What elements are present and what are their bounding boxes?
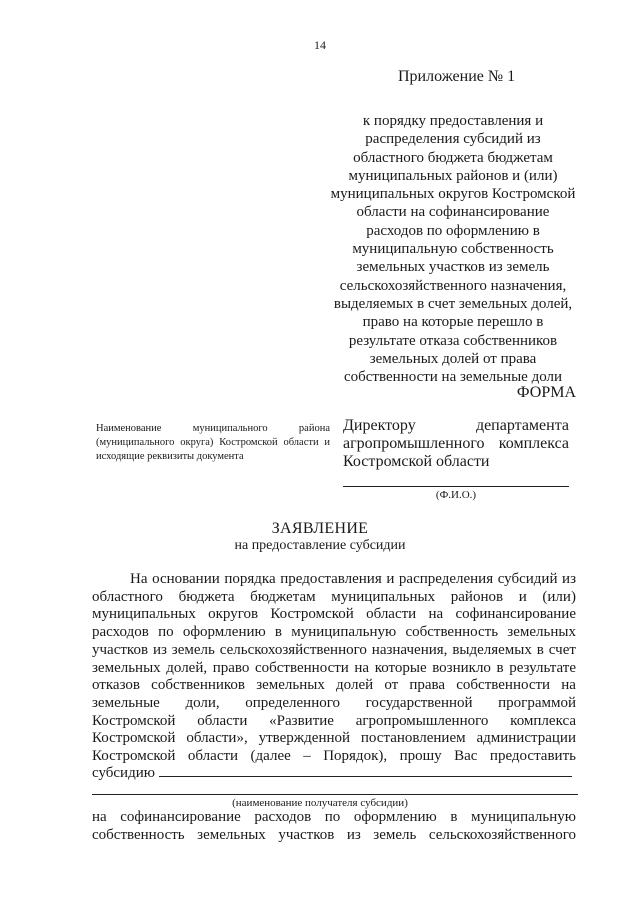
word: выделяемых [452, 641, 532, 658]
word: в [536, 641, 544, 658]
word: и [386, 571, 395, 587]
word: Вас [454, 748, 478, 764]
word: определенного [245, 694, 341, 711]
word: в [496, 659, 504, 676]
body-line [92, 729, 576, 747]
word: муниципальных [92, 606, 196, 623]
word: агропромышленного [355, 712, 489, 729]
word: по [324, 809, 341, 825]
word: области [197, 712, 248, 729]
word: возникло [432, 659, 491, 676]
fio-signature-line [343, 486, 569, 487]
fio-caption: (Ф.И.О.) [435, 489, 477, 501]
word: земель [171, 641, 215, 658]
page-number: 14 [314, 38, 326, 52]
word: постановлением [360, 730, 466, 747]
word: программой [498, 694, 576, 711]
word: На [130, 571, 148, 587]
word: собственность [405, 624, 499, 641]
word: расходов [254, 809, 312, 825]
appendix-line: муниципальную собственность [352, 241, 554, 258]
body-line [92, 659, 576, 677]
word: право [212, 659, 250, 676]
appendix-line: муниципальных районов и (или) [348, 167, 558, 184]
appendix-line: к порядку предоставления и [362, 113, 544, 129]
word: отказов [92, 677, 140, 694]
word: счет [548, 641, 576, 658]
word: распределения [398, 571, 494, 587]
recipient-word: агропромышленного [343, 435, 485, 452]
body-line [92, 605, 576, 623]
word: областного [92, 588, 163, 605]
word: районов [450, 588, 504, 605]
word: земельных [197, 826, 266, 843]
word: комплекса [510, 712, 576, 729]
word: в [450, 809, 458, 825]
word: Костромской [92, 712, 176, 729]
word: области [187, 748, 239, 764]
word: области», [186, 730, 248, 747]
word: муниципальную [470, 809, 576, 825]
word: муниципальную [291, 624, 397, 641]
word: бюджета [178, 588, 235, 605]
word: Костромской [92, 748, 176, 764]
word: – [303, 748, 311, 764]
word: администрации [476, 730, 576, 747]
appendix-line: земельных долей от права [369, 350, 537, 367]
body-line [92, 676, 576, 694]
word: в [274, 624, 283, 641]
word: на [92, 809, 107, 825]
recipient-name-caption: (наименование получателя субсидии) [232, 797, 408, 809]
word: сельскохозяйственного [428, 826, 576, 843]
word: и [518, 588, 527, 605]
word: участков [278, 826, 335, 843]
word: на [561, 677, 576, 694]
word: земельных [92, 659, 161, 676]
word: субсидий [497, 571, 558, 587]
word: предоставить [489, 748, 576, 764]
body-line [92, 623, 576, 641]
body-line [92, 588, 576, 606]
word: (или) [542, 588, 576, 605]
appendix-title: Приложение № 1 [398, 68, 516, 85]
word: доли, [185, 694, 220, 711]
word: которые [374, 659, 427, 676]
word: назначения, [371, 641, 448, 658]
word: софинансирование [455, 606, 576, 623]
word: области [366, 606, 417, 623]
word: Костромской [270, 606, 354, 623]
word: (далее [250, 748, 291, 764]
word: собственников [151, 677, 246, 694]
continuation-line [92, 826, 576, 844]
appendix-line: расходов по оформлению в [366, 222, 540, 239]
appendix-line: право на которые перешло в [362, 314, 544, 331]
recipient-word: департамента [475, 417, 569, 434]
word: Костромской [92, 730, 176, 747]
appendix-line: муниципальных округов Костромской [330, 186, 576, 203]
word: сельскохозяйственного [219, 641, 367, 658]
appendix-line: выделяемых в счет земельных долей, [333, 295, 573, 312]
body-line [92, 747, 576, 765]
word: муниципальных [331, 588, 436, 605]
word: собственность [92, 826, 185, 843]
word: права [409, 677, 446, 694]
word: от [384, 677, 399, 694]
word: предоставления [280, 571, 382, 587]
word: бюджетам [250, 588, 316, 605]
word: долей, [166, 659, 208, 676]
word: основании [152, 571, 220, 587]
body-line [130, 570, 576, 588]
word: по [158, 624, 174, 641]
continuation-line [92, 808, 576, 826]
word: земельные [92, 694, 160, 711]
appendix-line: результате отказа собственников [348, 332, 558, 349]
appendix-line: областного бюджета бюджетам [353, 149, 553, 166]
appendix-line: собственности на земельные доли [343, 369, 563, 386]
word: на [354, 659, 370, 676]
word: из [152, 641, 167, 658]
subsidy-row [92, 764, 572, 782]
word: Порядок), [323, 748, 388, 764]
word: земельных [507, 624, 576, 641]
word: из [346, 826, 361, 843]
word: участков [92, 641, 149, 658]
word: долей [336, 677, 374, 694]
body-line [92, 694, 576, 712]
word: утвержденной [258, 730, 351, 747]
word: округов [208, 606, 259, 623]
document-subtitle: на предоставление субсидии [234, 538, 406, 553]
appendix-line: сельскохозяйственного назначения, [339, 277, 567, 294]
word: оформлению [353, 809, 437, 825]
word: собственности [254, 659, 349, 676]
recipient-line-3: Костромской области [343, 453, 490, 470]
recipient-word: Директору [343, 417, 416, 434]
recipient-line-1 [343, 417, 569, 435]
word: расходов [92, 624, 149, 641]
appendix-line: области на софинансирование [356, 204, 550, 221]
word: «Развитие [269, 712, 334, 729]
word: софинансирование [120, 809, 241, 825]
recipient-line-2 [343, 435, 569, 453]
appendix-line: земельных участков из земель [356, 259, 550, 276]
recipient-word: комплекса [498, 435, 569, 452]
recipient-name-line [92, 794, 578, 795]
word: государственной [365, 694, 473, 711]
word: порядка [224, 571, 276, 587]
appendix-text [312, 112, 594, 386]
form-label: ФОРМА [516, 384, 576, 401]
word: собственности [456, 677, 551, 694]
word: земель [373, 826, 417, 843]
word: из [562, 571, 576, 587]
word: прошу [399, 748, 442, 764]
subsidy-fill-line [159, 764, 572, 777]
document-title: ЗАЯВЛЕНИЕ [271, 520, 369, 537]
word: результате [509, 659, 576, 676]
word: оформлению [182, 624, 266, 641]
word: земельных [256, 677, 325, 694]
subsidy-label: субсидию [92, 765, 155, 781]
body-line [92, 712, 576, 730]
body-line [92, 641, 576, 659]
appendix-line: распределения субсидий из [365, 131, 541, 148]
word: на [428, 606, 444, 623]
applicant-requisites-note: Наименование муниципального района (муниципального округа) Костромской области и исходящие реквизиты документа [96, 423, 330, 462]
